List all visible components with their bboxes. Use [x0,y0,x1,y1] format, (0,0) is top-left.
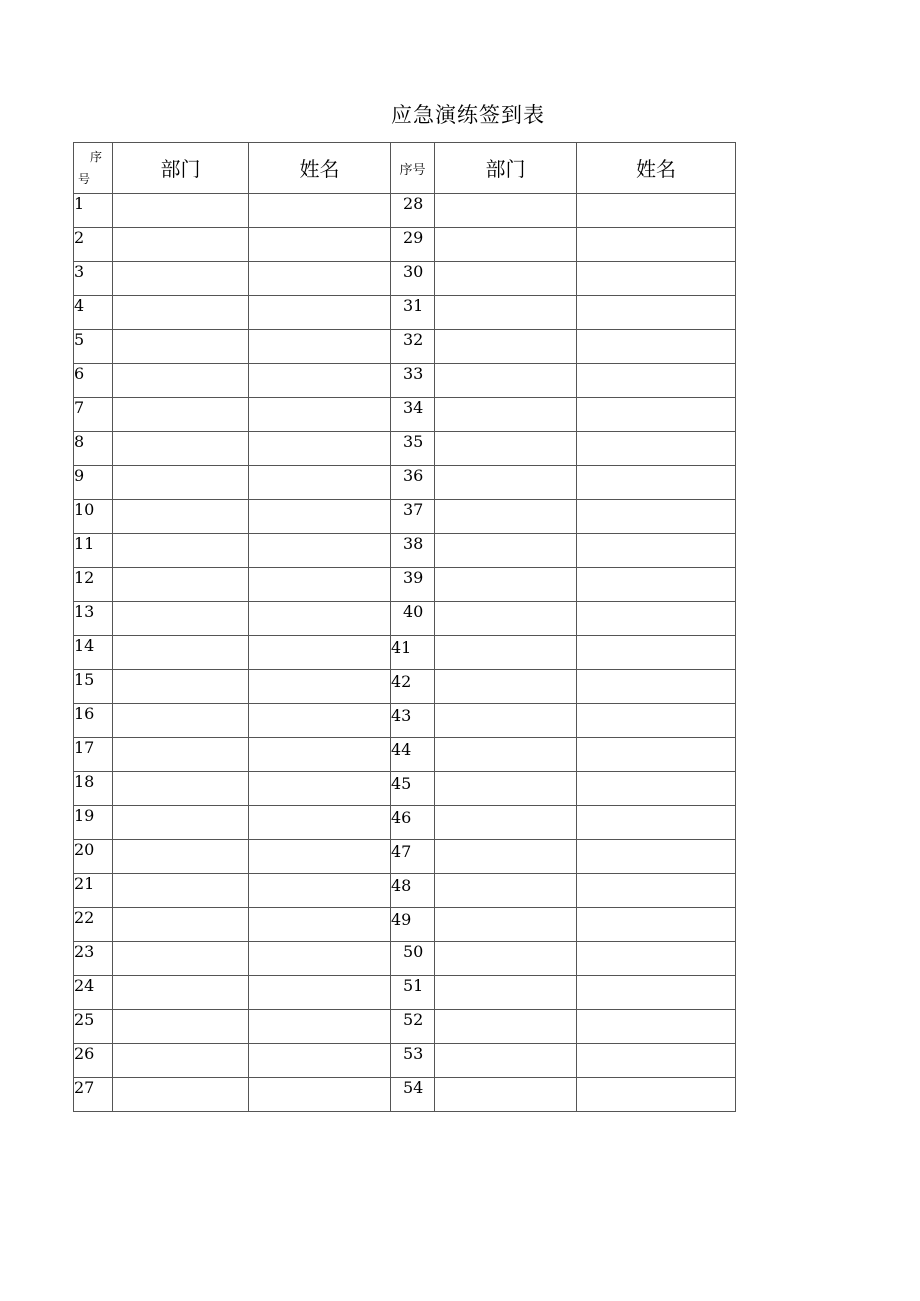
name-cell-right[interactable] [577,636,736,670]
dept-cell-right[interactable] [435,704,577,738]
row-number-left: 24 [74,976,113,1010]
table-row [74,806,736,840]
name-cell-right[interactable] [577,840,736,874]
name-cell-right[interactable] [577,874,736,908]
row-number-right: 54 [391,1078,435,1112]
row-number-left: 16 [74,704,113,738]
dept-cell-right[interactable] [435,1044,577,1078]
row-number-right: 31 [391,296,435,330]
name-cell-left[interactable] [249,330,391,364]
row-number-left: 5 [74,330,113,364]
name-cell-left[interactable] [249,432,391,466]
header-seq-left [74,143,113,194]
row-number-right: 50 [391,942,435,976]
dept-cell-left[interactable] [113,1010,249,1044]
name-cell-left[interactable] [249,194,391,228]
row-number-left: 6 [74,364,113,398]
row-number-left: 26 [74,1044,113,1078]
dept-cell-left[interactable] [113,228,249,262]
row-number-left: 1 [74,194,113,228]
table-row [74,772,736,806]
name-cell-right[interactable] [577,908,736,942]
row-number-left: 25 [74,1010,113,1044]
name-cell-right[interactable] [577,330,736,364]
dept-cell-right[interactable] [435,908,577,942]
name-cell-right[interactable] [577,1078,736,1112]
table-row [74,1044,736,1078]
dept-cell-right[interactable] [435,568,577,602]
table-row [74,1010,736,1044]
row-number-left: 9 [74,466,113,500]
name-cell-right[interactable] [577,1010,736,1044]
dept-cell-right[interactable] [435,1078,577,1112]
name-cell-left[interactable] [249,602,391,636]
name-cell-left[interactable] [249,1044,391,1078]
dept-cell-right[interactable] [435,534,577,568]
name-cell-left[interactable] [249,1078,391,1112]
dept-cell-right[interactable] [435,738,577,772]
table-row [74,602,736,636]
name-cell-left[interactable] [249,670,391,704]
table-row [74,704,736,738]
row-number-left: 23 [74,942,113,976]
table-row [74,1078,736,1112]
dept-cell-left[interactable] [113,330,249,364]
row-number-left: 13 [74,602,113,636]
row-number-right: 48 [391,874,435,908]
row-number-left: 3 [74,262,113,296]
dept-cell-left[interactable] [113,296,249,330]
dept-cell-left[interactable] [113,976,249,1010]
sign-in-table [73,142,736,1112]
name-cell-right[interactable] [577,500,736,534]
row-number-left: 7 [74,398,113,432]
table-body [74,194,736,1112]
dept-cell-right[interactable] [435,772,577,806]
row-number-right: 43 [391,704,435,738]
dept-cell-left[interactable] [113,806,249,840]
row-number-right: 42 [391,670,435,704]
row-number-right: 45 [391,772,435,806]
dept-cell-right[interactable] [435,670,577,704]
name-cell-right[interactable] [577,1044,736,1078]
name-cell-right[interactable] [577,704,736,738]
dept-cell-left[interactable] [113,568,249,602]
row-number-right: 44 [391,738,435,772]
name-cell-right[interactable] [577,398,736,432]
row-number-left: 4 [74,296,113,330]
dept-cell-right[interactable] [435,398,577,432]
dept-cell-left[interactable] [113,772,249,806]
name-cell-right[interactable] [577,228,736,262]
dept-cell-left[interactable] [113,534,249,568]
dept-cell-right[interactable] [435,194,577,228]
dept-cell-left[interactable] [113,1044,249,1078]
row-number-right: 35 [391,432,435,466]
name-cell-left[interactable] [249,364,391,398]
table-row [74,262,736,296]
dept-cell-right[interactable] [435,500,577,534]
row-number-right: 41 [391,636,435,670]
row-number-right: 47 [391,840,435,874]
row-number-left: 15 [74,670,113,704]
name-cell-left[interactable] [249,262,391,296]
dept-cell-right[interactable] [435,840,577,874]
dept-cell-right[interactable] [435,874,577,908]
name-cell-right[interactable] [577,772,736,806]
row-number-left: 18 [74,772,113,806]
row-number-left: 20 [74,840,113,874]
name-cell-left[interactable] [249,704,391,738]
row-number-left: 11 [74,534,113,568]
dept-cell-right[interactable] [435,976,577,1010]
table-row [74,534,736,568]
row-number-right: 33 [391,364,435,398]
row-number-left: 2 [74,228,113,262]
dept-cell-right[interactable] [435,364,577,398]
header-dept-right: 部门 [435,143,577,194]
dept-cell-right[interactable] [435,602,577,636]
name-cell-right[interactable] [577,976,736,1010]
dept-cell-right[interactable] [435,806,577,840]
table-row [74,194,736,228]
name-cell-left[interactable] [249,942,391,976]
dept-cell-left[interactable] [113,738,249,772]
row-number-left: 8 [74,432,113,466]
name-cell-left[interactable] [249,636,391,670]
table-row [74,908,736,942]
row-number-right: 40 [391,602,435,636]
dept-cell-right[interactable] [435,636,577,670]
name-cell-right[interactable] [577,432,736,466]
name-cell-right[interactable] [577,942,736,976]
name-cell-left[interactable] [249,228,391,262]
dept-cell-left[interactable] [113,500,249,534]
dept-cell-right[interactable] [435,296,577,330]
name-cell-left[interactable] [249,874,391,908]
row-number-right: 30 [391,262,435,296]
dept-cell-left[interactable] [113,262,249,296]
name-cell-right[interactable] [577,738,736,772]
dept-cell-right[interactable] [435,942,577,976]
dept-cell-right[interactable] [435,466,577,500]
name-cell-left[interactable] [249,840,391,874]
name-cell-right[interactable] [577,568,736,602]
row-number-right: 38 [391,534,435,568]
dept-cell-left[interactable] [113,364,249,398]
table-row [74,500,736,534]
dept-cell-right[interactable] [435,262,577,296]
row-number-right: 36 [391,466,435,500]
dept-cell-left[interactable] [113,840,249,874]
name-cell-left[interactable] [249,534,391,568]
row-number-right: 49 [391,908,435,942]
header-seq-left-line1: 序 [89,150,102,164]
row-number-right: 46 [391,806,435,840]
dept-cell-left[interactable] [113,908,249,942]
dept-cell-left[interactable] [113,942,249,976]
dept-cell-right[interactable] [435,228,577,262]
header-seq-left-line2: 号 [78,172,91,186]
name-cell-left[interactable] [249,296,391,330]
dept-cell-left[interactable] [113,466,249,500]
name-cell-right[interactable] [577,296,736,330]
dept-cell-left[interactable] [113,194,249,228]
row-number-right: 52 [391,1010,435,1044]
row-number-left: 12 [74,568,113,602]
name-cell-left[interactable] [249,1010,391,1044]
row-number-left: 21 [74,874,113,908]
row-number-right: 29 [391,228,435,262]
name-cell-left[interactable] [249,976,391,1010]
name-cell-left[interactable] [249,568,391,602]
row-number-right: 39 [391,568,435,602]
table-row [74,568,736,602]
row-number-right: 32 [391,330,435,364]
table-row [74,296,736,330]
header-seq-right: 序号 [391,143,435,194]
table-row [74,738,736,772]
dept-cell-left[interactable] [113,398,249,432]
header-name-left: 姓名 [249,143,391,194]
row-number-right: 53 [391,1044,435,1078]
header-name-right: 姓名 [577,143,736,194]
dept-cell-left[interactable] [113,874,249,908]
name-cell-left[interactable] [249,806,391,840]
dept-cell-left[interactable] [113,670,249,704]
table-row [74,466,736,500]
name-cell-left[interactable] [249,908,391,942]
name-cell-right[interactable] [577,806,736,840]
dept-cell-left[interactable] [113,636,249,670]
table-row [74,636,736,670]
table-row [74,228,736,262]
name-cell-right[interactable] [577,194,736,228]
table-row [74,432,736,466]
table-header-row [74,143,736,194]
row-number-left: 27 [74,1078,113,1112]
table-row [74,874,736,908]
row-number-right: 51 [391,976,435,1010]
row-number-left: 14 [74,636,113,670]
name-cell-left[interactable] [249,398,391,432]
header-dept-left: 部门 [113,143,249,194]
dept-cell-right[interactable] [435,432,577,466]
name-cell-left[interactable] [249,466,391,500]
name-cell-right[interactable] [577,534,736,568]
row-number-left: 19 [74,806,113,840]
dept-cell-right[interactable] [435,1010,577,1044]
dept-cell-left[interactable] [113,602,249,636]
table-row [74,330,736,364]
name-cell-left[interactable] [249,738,391,772]
dept-cell-left[interactable] [113,1078,249,1112]
dept-cell-left[interactable] [113,704,249,738]
row-number-right: 37 [391,500,435,534]
name-cell-left[interactable] [249,772,391,806]
name-cell-right[interactable] [577,262,736,296]
row-number-right: 28 [391,194,435,228]
table-row [74,364,736,398]
table-row [74,942,736,976]
row-number-left: 17 [74,738,113,772]
name-cell-right[interactable] [577,466,736,500]
row-number-left: 22 [74,908,113,942]
name-cell-right[interactable] [577,602,736,636]
dept-cell-right[interactable] [435,330,577,364]
row-number-right: 34 [391,398,435,432]
row-number-left: 10 [74,500,113,534]
table-row [74,398,736,432]
table-row [74,670,736,704]
name-cell-right[interactable] [577,364,736,398]
table-row [74,840,736,874]
name-cell-right[interactable] [577,670,736,704]
name-cell-left[interactable] [249,500,391,534]
page-title: 应急演练签到表 [391,103,545,127]
table-row [74,976,736,1010]
dept-cell-left[interactable] [113,432,249,466]
